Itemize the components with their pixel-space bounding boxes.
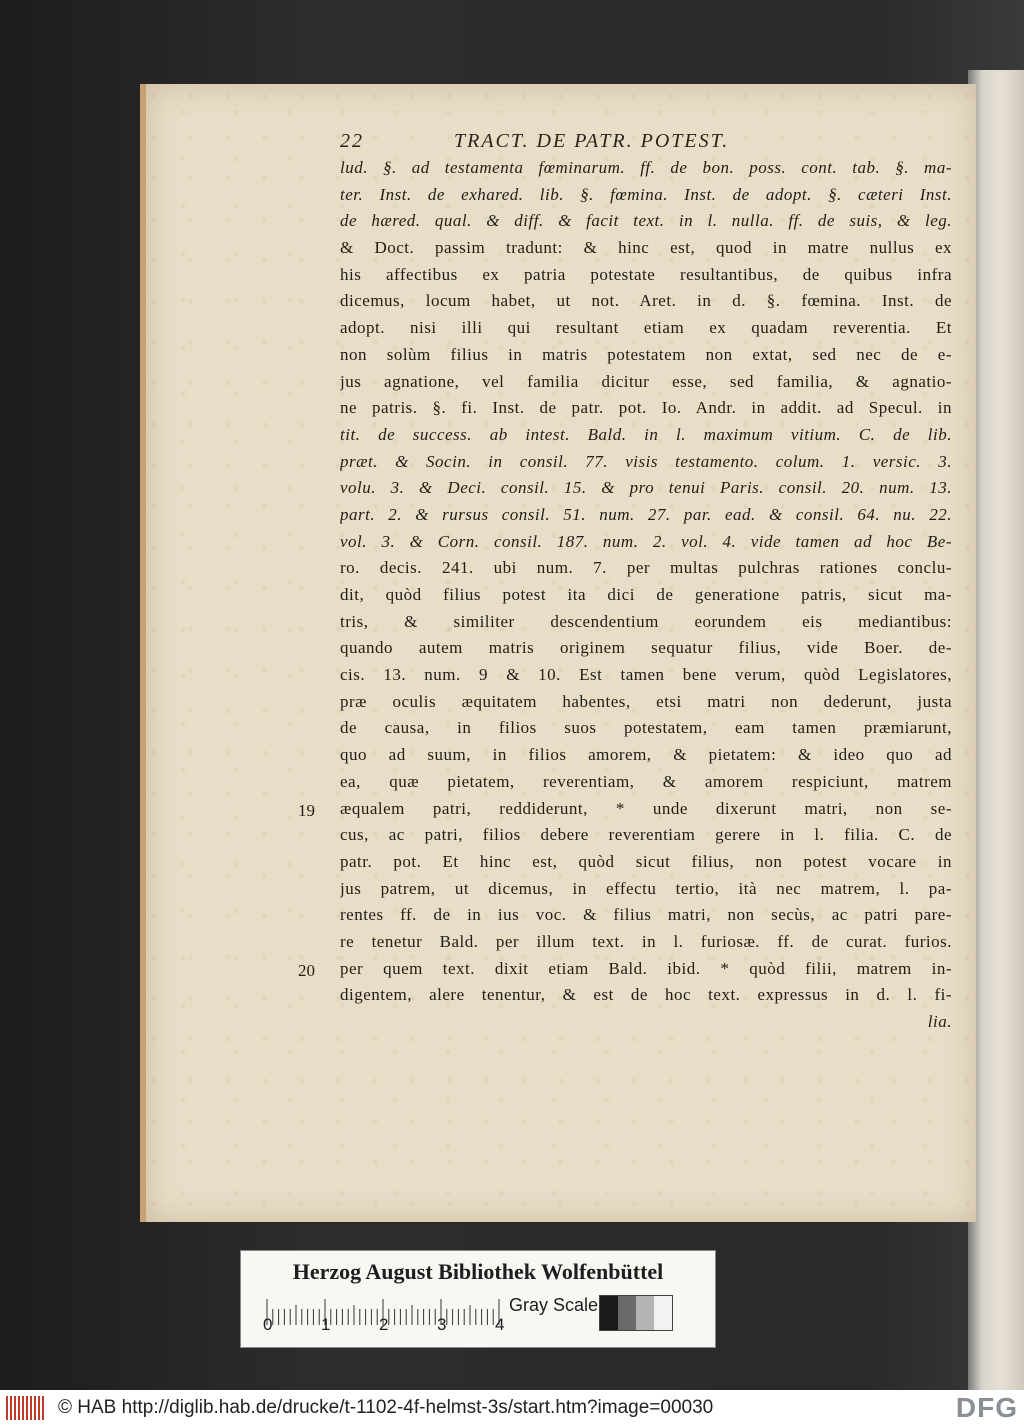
text-line: dit, quòd filius potest ita dici de generatione patris, sicut ma- (340, 585, 952, 604)
text-line: præt. & Socin. in consil. 77. visis testamento. colum. 1. versic. 3. (340, 451, 952, 471)
text-line: æqualem patri, reddiderunt, * unde dixerunt matri, non se- (340, 798, 952, 818)
ruler-label: 2 (379, 1315, 389, 1334)
text-line: præ oculis æquitatem habentes, etsi matri non dederunt, justa (340, 691, 952, 711)
margin-number: 19 (298, 800, 315, 820)
library-color-card (240, 1250, 716, 1348)
text-line: ro. decis. 241. ubi num. 7. per multas pulchras rationes conclu- (340, 558, 952, 578)
text-line: lud. §. ad testamenta fœminarum. ff. de bon. poss. cont. tab. §. ma- (340, 158, 952, 177)
text-line: part. 2. & rursus consil. 51. num. 27. par. ead. & consil. 64. nu. 22. (340, 504, 952, 524)
text-line: per quem text. dixit etiam Bald. ibid. * quòd filii, matrem in- (340, 958, 952, 978)
viewer-footer (0, 1390, 1024, 1425)
text-line: quando autem matris originem sequatur filius, vide Boer. de- (340, 638, 952, 658)
text-line: dicemus, locum habet, ut not. Aret. in d. §. fœmina. Inst. de (340, 291, 952, 311)
text-line: his affectibus ex patria potestate resultantibus, de quibus infra (340, 264, 952, 284)
hab-barcode-icon (6, 1396, 50, 1420)
ruler-label: 4 (495, 1315, 505, 1334)
text-line: volu. 3. & Deci. consil. 15. & pro tenui Paris. consil. 20. num. 13. (340, 478, 952, 498)
text-line: de hæred. qual. & diff. & facit text. in l. nulla. ff. de suis, & leg. (340, 211, 952, 231)
text-line: cus, ac patri, filios debere reverentiam gerere in l. filia. C. de (340, 825, 952, 845)
body-text (340, 158, 952, 1039)
running-title: TRACT. DE PATR. POTEST. (454, 130, 730, 152)
ruler-label: 3 (437, 1315, 447, 1334)
gray-swatch (654, 1296, 672, 1330)
adjacent-page-edge (968, 70, 1024, 1390)
page-number: 22 (340, 130, 364, 152)
text-line: non solùm filius in matris potestatem non extat, sed nec de e- (340, 344, 952, 364)
text-line: digentem, alere tenentur, & est de hoc text. expressus in d. l. fi- (340, 985, 952, 1005)
ruler-label: 0 (263, 1315, 273, 1334)
text-line: & Doct. passim tradunt: & hinc est, quod in matre nullus ex (340, 238, 952, 258)
gray-swatch (636, 1296, 654, 1330)
text-line: de causa, in filios suos potestatem, eam tamen præmiarunt, (340, 718, 952, 738)
text-line: re tenetur Bald. per illum text. in l. furiosæ. ff. de curat. furios. (340, 931, 952, 951)
gray-scale-swatches (599, 1295, 673, 1331)
text-line: lia. (927, 1012, 952, 1031)
text-line: ne patris. §. fi. Inst. de patr. pot. Io. Andr. in addit. ad Specul. in (340, 398, 952, 418)
gray-scale-label: Gray Scale (509, 1295, 599, 1315)
page-header (340, 130, 960, 156)
text-line: cis. 13. num. 9 & 10. Est tamen bene verum, quòd Legislatores, (340, 665, 952, 685)
dfg-logo: DFG (955, 1392, 1018, 1423)
text-line: vol. 3. & Corn. consil. 187. num. 2. vol. 4. vide tamen ad hoc Be- (340, 531, 952, 551)
text-line: ea, quæ pietatem, reverentiam, & amorem respiciunt, matrem (340, 771, 952, 791)
gray-swatch (600, 1296, 618, 1330)
text-line: tris, & similiter descendentium eorundem eis mediantibus: (340, 611, 952, 631)
text-line: patr. pot. Et hinc est, quòd sicut filius, non potest vocare in (340, 851, 952, 871)
text-line: quo ad suum, in filios amorem, & pietatem: & ideo quo ad (340, 745, 952, 765)
ruler-label: 1 (321, 1315, 331, 1334)
margin-number: 20 (298, 961, 315, 980)
text-line: ter. Inst. de exhared. lib. §. fœmina. Inst. de adopt. §. cæteri Inst. (340, 184, 952, 204)
text-line: jus patrem, ut dicemus, in effectu tertio, ità nec matrem, l. pa- (340, 878, 952, 898)
text-line: rentes ff. de in ius voc. & filius matri, non secùs, ac patri pare- (340, 905, 952, 925)
gray-swatch (618, 1296, 636, 1330)
source-url[interactable]: © HAB http://diglib.hab.de/drucke/t-1102-4f-helmst-3s/start.htm?image=00030 (58, 1396, 714, 1418)
text-line: jus agnatione, vel familia dicitur esse, sed familia, & agnatio- (340, 371, 952, 391)
text-line: adopt. nisi illi qui resultant etiam ex quadam reverentia. Et (340, 318, 952, 338)
card-title: Herzog August Bibliothek Wolfenbüttel (292, 1259, 664, 1284)
text-line: tit. de success. ab intest. Bald. in l. maximum vitium. C. de lib. (340, 424, 952, 444)
